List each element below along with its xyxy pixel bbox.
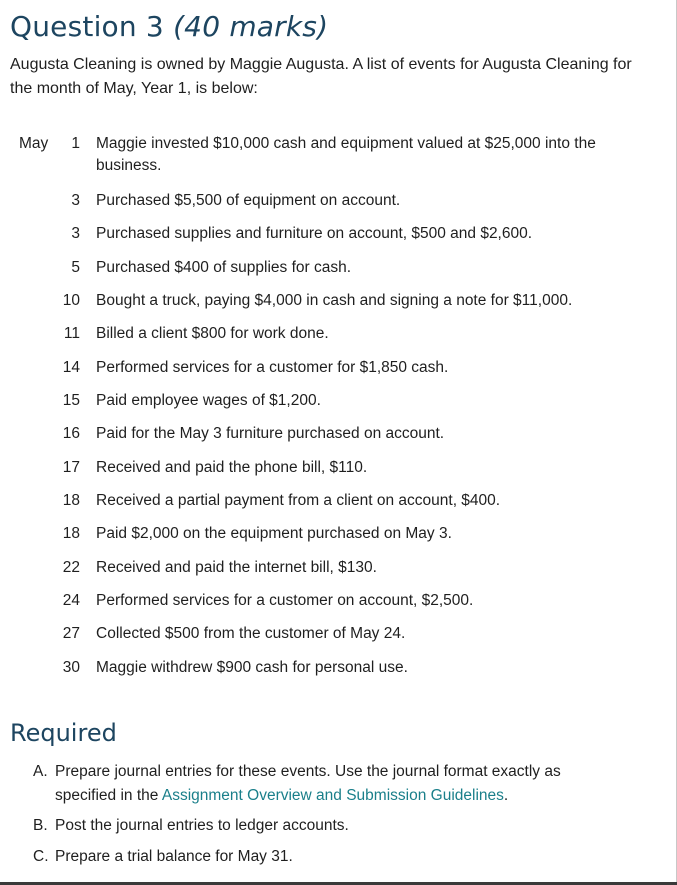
- event-day: 27: [62, 625, 80, 642]
- event-day: 30: [62, 659, 80, 676]
- event-description: Paid employee wages of $1,200.: [96, 392, 321, 409]
- event-description: Received a partial payment from a client on account, $400.: [96, 492, 501, 509]
- event-description: Purchased supplies and furniture on account, $500 and $2,600.: [96, 225, 533, 242]
- event-description: Maggie invested $10,000 cash and equipment valued at $25,000 into the business.: [96, 135, 596, 174]
- question-title-main: Question 3: [10, 10, 164, 43]
- event-day: 3: [71, 192, 80, 209]
- required-item-text: Post the journal entries to ledger accounts.: [55, 817, 349, 834]
- event-description: Paid for the May 3 furniture purchased on account.: [96, 425, 445, 442]
- event-day: 16: [62, 425, 80, 442]
- event-day: 17: [62, 459, 80, 476]
- required-item-text-after: .: [503, 787, 509, 804]
- event-description: Purchased $400 of supplies for cash.: [96, 259, 352, 276]
- event-day: 15: [62, 392, 80, 409]
- event-description: Bought a truck, paying $4,000 in cash and signing a note for $11,000.: [96, 292, 573, 309]
- required-item-letter: A.: [33, 763, 48, 780]
- event-description: Received and paid the phone bill, $110.: [96, 459, 368, 476]
- event-description: Received and paid the internet bill, $130.: [96, 559, 377, 576]
- required-item-text-before: Prepare journal entries for these events. Use the journal format exactly as specified in the: [55, 763, 561, 804]
- event-description: Collected $500 from the customer of May 24.: [96, 625, 406, 642]
- required-item-letter: B.: [33, 817, 48, 834]
- event-description: Performed services for a customer on account, $2,500.: [96, 592, 474, 609]
- event-day: 22: [62, 559, 80, 576]
- question-marks: (40 marks): [173, 10, 329, 43]
- event-day: 11: [63, 325, 80, 342]
- event-day: 1: [71, 135, 80, 152]
- required-item-text: Prepare a trial balance for May 31.: [55, 848, 293, 865]
- event-day: 5: [71, 259, 80, 276]
- question-title: [10, 10, 328, 43]
- assignment-guidelines-link[interactable]: Assignment Overview and Submission Guidelines: [161, 787, 504, 804]
- event-description: Billed a client $800 for work done.: [96, 325, 329, 342]
- event-description: Purchased $5,500 of equipment on account.: [96, 192, 401, 209]
- event-day: 3: [71, 225, 80, 242]
- event-description: Paid $2,000 on the equipment purchased on May 3.: [96, 525, 452, 542]
- event-day: 18: [62, 492, 80, 509]
- event-description: Performed services for a customer for $1,850 cash.: [96, 359, 449, 376]
- event-day: 18: [62, 525, 80, 542]
- required-item-text: [55, 760, 615, 808]
- event-month: May: [19, 135, 49, 152]
- required-heading: Required: [10, 719, 117, 747]
- event-day: 14: [62, 359, 80, 376]
- event-day: 10: [62, 292, 80, 309]
- intro-paragraph: Augusta Cleaning is owned by Maggie Augusta. A list of events for Augusta Cleaning for the month of May, Year 1, is below:: [10, 56, 632, 97]
- event-description: Maggie withdrew $900 cash for personal use.: [96, 659, 408, 676]
- required-item-letter: C.: [33, 848, 49, 865]
- event-day: 24: [62, 592, 80, 609]
